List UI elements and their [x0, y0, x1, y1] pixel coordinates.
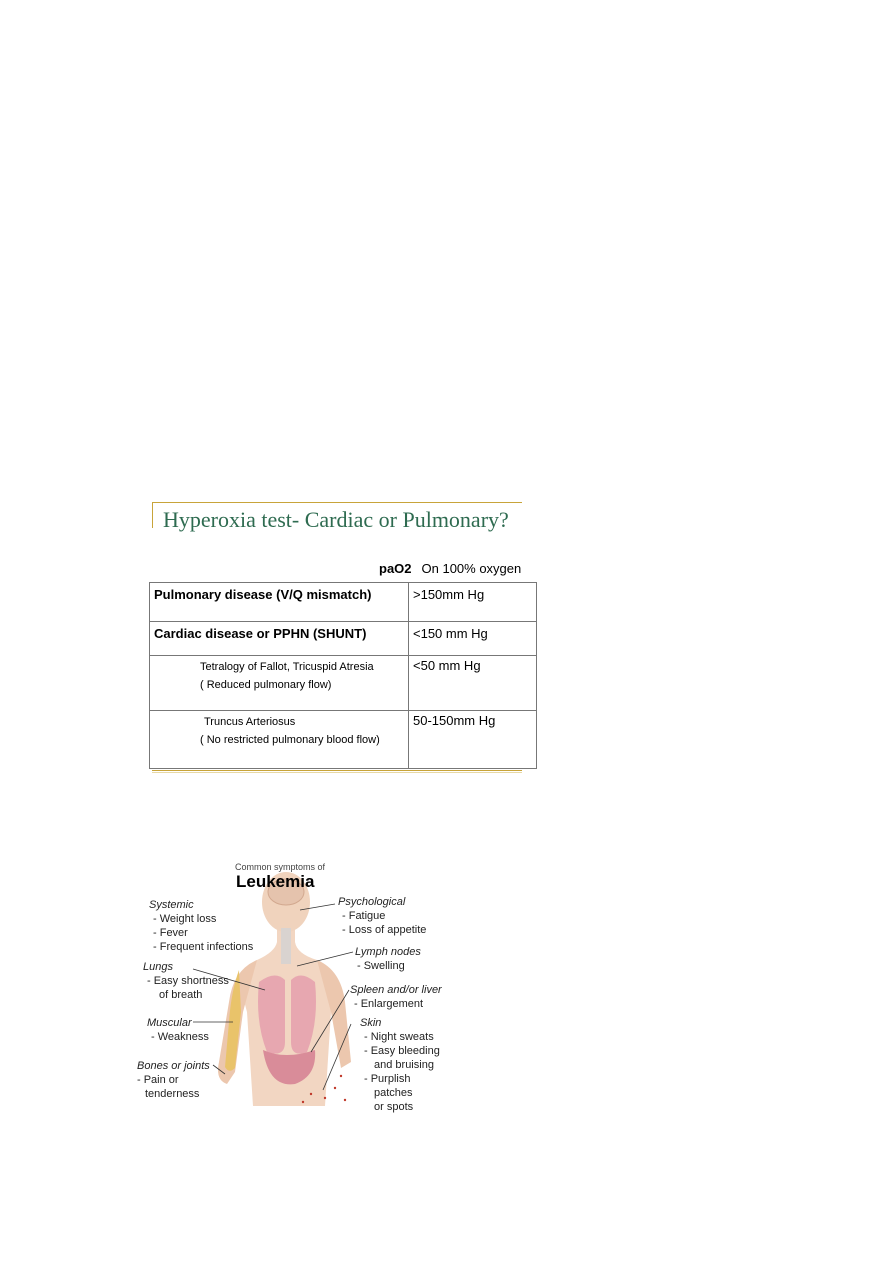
slide-title: Hyperoxia test- Cardiac or Pulmonary? — [163, 507, 509, 532]
oxygen-label: On 100% oxygen — [421, 561, 522, 576]
slide-top-rule — [152, 502, 522, 503]
label-item: patches — [374, 1087, 413, 1099]
slide-bottom-rule-shadow — [152, 772, 522, 773]
label-item: and bruising — [374, 1059, 434, 1071]
label-bones — [137, 1059, 210, 1101]
label-item: of breath — [159, 989, 203, 1001]
slide-bottom-rule — [152, 770, 522, 771]
condition-note: ( Reduced pulmonary flow) — [200, 679, 332, 691]
label-item: tenderness — [145, 1088, 200, 1100]
condition-cell: Cardiac disease or PPHN (SHUNT) — [150, 622, 409, 656]
label-item: - Easy bleeding — [364, 1045, 440, 1057]
label-heading: Lungs — [143, 961, 173, 973]
table-row — [150, 583, 537, 622]
value-cell: <50 mm Hg — [409, 656, 537, 711]
table-row — [150, 711, 537, 769]
condition-name: Tetralogy of Fallot, Tricuspid Atresia — [200, 661, 374, 673]
label-item: - Pain or — [137, 1074, 179, 1086]
condition-name: Truncus Arteriosus — [204, 716, 296, 728]
label-item: - Loss of appetite — [342, 924, 427, 936]
label-heading: Psychological — [338, 896, 406, 908]
table-row — [150, 622, 537, 656]
label-heading: Spleen and/or liver — [350, 984, 442, 996]
condition-note: ( No restricted pulmonary blood flow) — [200, 734, 380, 746]
value-cell: <150 mm Hg — [409, 622, 537, 656]
label-item: - Weight loss — [153, 913, 217, 925]
label-skin — [360, 1016, 440, 1114]
leukemia-subtitle: Common symptoms of — [235, 862, 326, 872]
hyperoxia-table — [149, 582, 537, 769]
label-spleen-liver — [350, 983, 442, 1011]
label-heading: Skin — [360, 1017, 382, 1029]
label-item: - Easy shortness — [147, 975, 229, 987]
leukemia-title: Leukemia — [236, 872, 315, 891]
label-heading: Bones or joints — [137, 1060, 210, 1072]
label-systemic — [149, 898, 253, 954]
label-item: - Fatigue — [342, 910, 386, 922]
leukemia-figure — [135, 862, 455, 1113]
label-heading: Systemic — [149, 899, 194, 911]
label-psychological — [338, 895, 426, 937]
label-item: - Purplish — [364, 1073, 411, 1085]
label-item: - Night sweats — [364, 1031, 434, 1043]
label-item: - Weakness — [151, 1031, 209, 1043]
condition-cell — [150, 656, 409, 711]
label-lungs — [143, 960, 229, 1002]
pao2-column-header — [379, 561, 521, 576]
label-item: or spots — [374, 1101, 414, 1113]
pao2-label: paO2 — [379, 561, 412, 576]
value-cell: 50-150mm Hg — [409, 711, 537, 769]
label-item: - Frequent infections — [153, 941, 254, 953]
value-cell: >150mm Hg — [409, 583, 537, 622]
trachea — [281, 928, 291, 964]
label-item: - Enlargement — [354, 998, 424, 1010]
label-lymph-nodes — [355, 945, 421, 973]
condition-cell: Pulmonary disease (V/Q mismatch) — [150, 583, 409, 622]
label-heading: Lymph nodes — [355, 946, 421, 958]
label-item: - Swelling — [357, 960, 405, 972]
condition-cell — [150, 711, 409, 769]
label-item: - Fever — [153, 927, 188, 939]
slide-left-rule — [152, 502, 153, 528]
label-muscular — [147, 1016, 209, 1044]
hyperoxia-slide — [147, 500, 541, 798]
label-heading: Muscular — [147, 1017, 192, 1029]
table-row — [150, 656, 537, 711]
